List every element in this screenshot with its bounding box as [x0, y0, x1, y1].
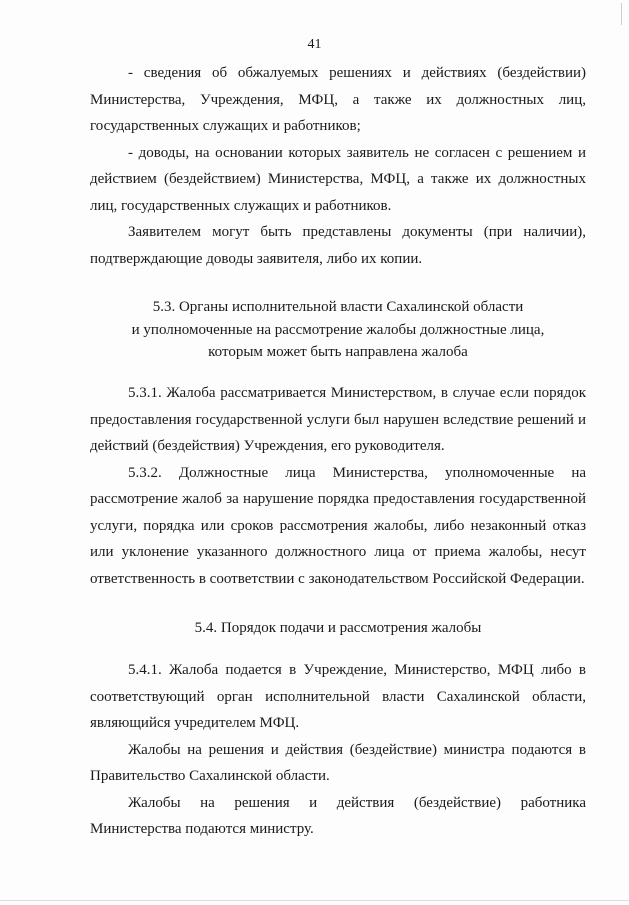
section-5-3-heading-line-1: 5.3. Органы исполнительной власти Сахалинской области	[152, 299, 524, 315]
paragraph-supporting-documents: Заявителем могут быть представлены документы (при наличии), подтверждающие доводы заявителя, либо их копии.	[90, 224, 586, 267]
intro-block	[90, 60, 586, 272]
page-number: 41	[307, 37, 322, 52]
paragraph-5-3-2: 5.3.2. Должностные лица Министерства, уполномоченные на рассмотрение жалоб за нарушение порядка предоставления государственной услуги, порядка или сроков рассмотрения жалобы, либо незаконный отказ или уклонение указанного должностного лица от приема жалобы, несут ответственность в соответствии с законодательством Российской Федерации.	[90, 464, 586, 587]
paragraph-complaints-minister: Жалобы на решения и действия (бездействие) министра подаются в Правительство Сахалинской области.	[90, 741, 586, 784]
scan-bottom-edge	[0, 900, 629, 901]
section-5-3-body	[90, 380, 586, 592]
paragraph-appeal-details: - сведения об обжалуемых решениях и действиях (бездействии) Министерства, Учреждения, МФЦ, а также их должностных лиц, государственных служащих и работников;	[90, 65, 586, 134]
section-5-3-heading-line-2: и уполномоченные на рассмотрение жалобы должностные лица,	[131, 321, 545, 338]
section-5-3-heading-line-3: которым может быть направлена жалоба	[208, 344, 468, 360]
paragraph-5-3-1: 5.3.1. Жалоба рассматривается Министерством, в случае если порядок предоставления государственной услуги был нарушен вследствие решений и действий (бездействия) Учреждения, его руководителя.	[90, 385, 586, 454]
scan-edge-mark	[621, 3, 622, 25]
paragraph-complaints-employee: Жалобы на решения и действия (бездействие) работника Министерства подаются министру.	[90, 794, 586, 837]
section-5-4-heading: 5.4. Порядок подачи и рассмотрения жалобы	[194, 620, 482, 636]
paragraph-applicant-arguments: - доводы, на основании которых заявитель не согласен с решением и действием (бездействием) Министерства, МФЦ, а также их должностных лиц, государственных служащих и работников.	[90, 144, 586, 214]
paragraph-5-4-1: 5.4.1. Жалоба подается в Учреждение, Министерство, МФЦ либо в соответствующий орган исполнительной власти Сахалинской области, являющийся учредителем МФЦ.	[90, 662, 586, 731]
section-5-3-heading	[90, 296, 586, 364]
section-5-4-body	[90, 657, 586, 843]
